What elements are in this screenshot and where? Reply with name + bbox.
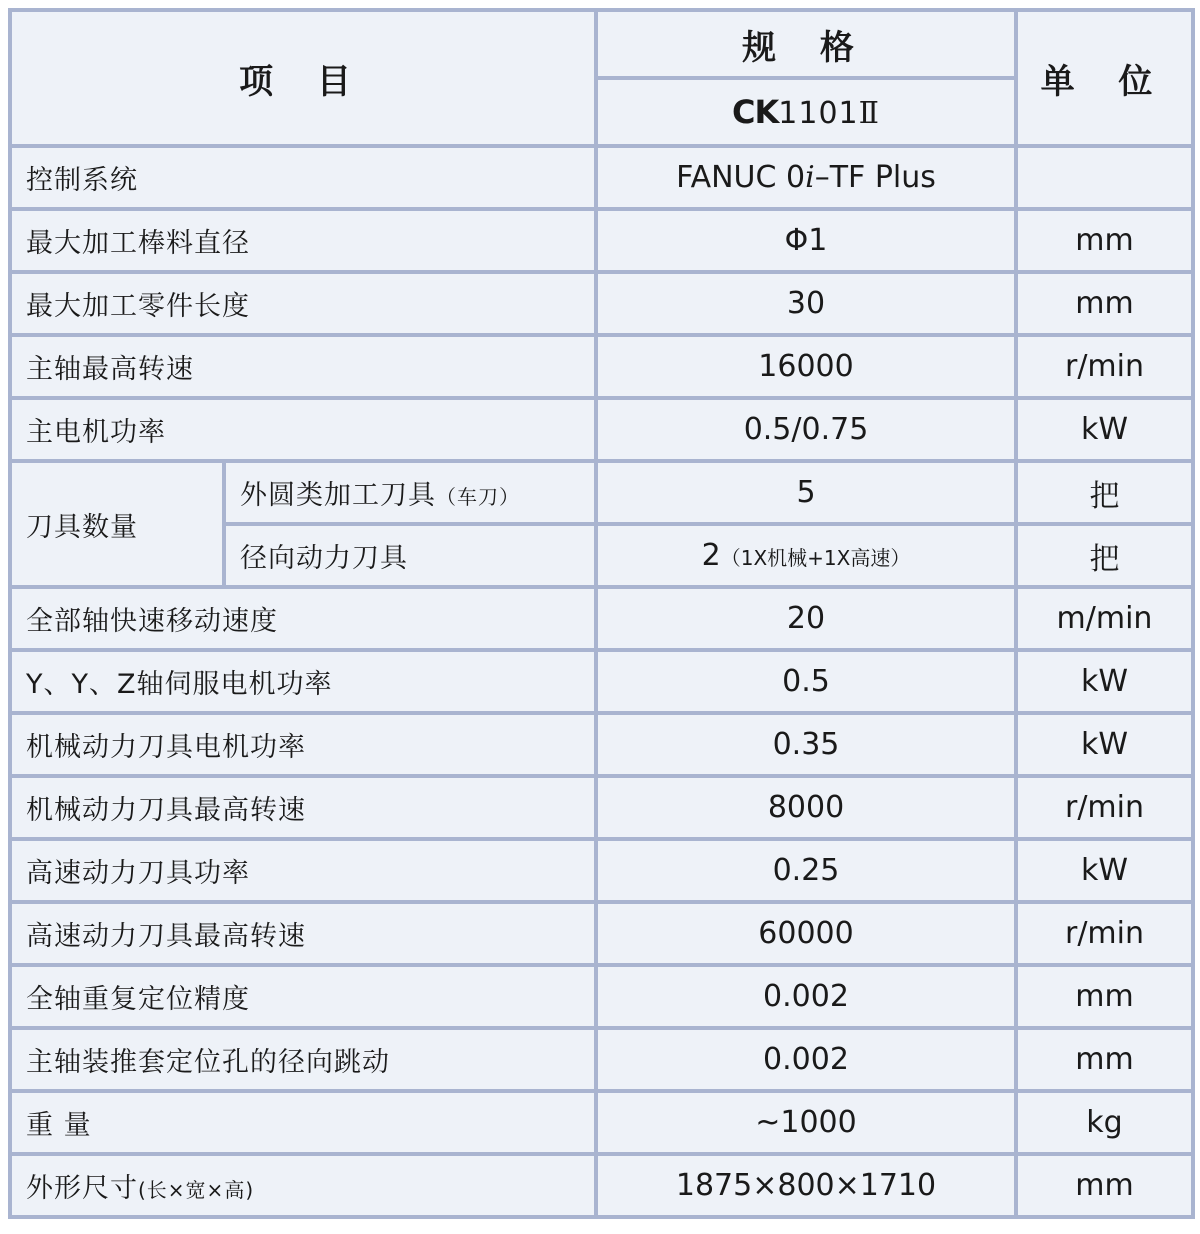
row-item: 最大加工棒料直径 bbox=[10, 209, 596, 272]
row-value: 8000 bbox=[596, 776, 1016, 839]
row-value: 60000 bbox=[596, 902, 1016, 965]
spec-table bbox=[8, 8, 1195, 1219]
radial-tools-label: 径向动力刀具 bbox=[224, 524, 596, 587]
row-unit: r/min bbox=[1016, 776, 1193, 839]
row-item: 主轴装推套定位孔的径向跳动 bbox=[10, 1028, 596, 1091]
row-unit: kW bbox=[1016, 398, 1193, 461]
row-value: 20 bbox=[596, 587, 1016, 650]
header-spec: 规 格 bbox=[596, 10, 1016, 78]
row-item: 最大加工零件长度 bbox=[10, 272, 596, 335]
row-item: 全轴重复定位精度 bbox=[10, 965, 596, 1028]
row-unit: mm bbox=[1016, 272, 1193, 335]
table-row bbox=[10, 1154, 1193, 1217]
header-unit: 单 位 bbox=[1016, 10, 1193, 146]
row-value: 0.35 bbox=[596, 713, 1016, 776]
row-item: 机械动力刀具电机功率 bbox=[10, 713, 596, 776]
row-value: ~1000 bbox=[596, 1091, 1016, 1154]
turning-tools-value: 5 bbox=[596, 461, 1016, 524]
row-value: 0.25 bbox=[596, 839, 1016, 902]
row-unit: kW bbox=[1016, 839, 1193, 902]
row-unit: r/min bbox=[1016, 902, 1193, 965]
turning-tools-label: 外圆类加工刀具（车刀） bbox=[224, 461, 596, 524]
row-value: 1875×800×1710 bbox=[596, 1154, 1016, 1217]
row-value-control: FANUC 0i–TF Plus bbox=[596, 146, 1016, 209]
table-row bbox=[10, 902, 1193, 965]
row-item: 主轴最高转速 bbox=[10, 335, 596, 398]
model-suffix: Ⅱ bbox=[858, 96, 881, 131]
row-unit: kW bbox=[1016, 713, 1193, 776]
table-row bbox=[10, 776, 1193, 839]
row-value: 0.002 bbox=[596, 1028, 1016, 1091]
table-row bbox=[10, 335, 1193, 398]
row-value: 30 bbox=[596, 272, 1016, 335]
radial-tools-value: 2（1X机械+1X高速） bbox=[596, 524, 1016, 587]
turning-tools-unit: 把 bbox=[1016, 461, 1193, 524]
row-unit: r/min bbox=[1016, 335, 1193, 398]
table-row bbox=[10, 209, 1193, 272]
row-unit: mm bbox=[1016, 965, 1193, 1028]
header-item: 项 目 bbox=[10, 10, 596, 146]
row-unit bbox=[1016, 146, 1193, 209]
row-value: 0.5 bbox=[596, 650, 1016, 713]
table-row bbox=[10, 839, 1193, 902]
row-value: 0.5/0.75 bbox=[596, 398, 1016, 461]
row-unit: kW bbox=[1016, 650, 1193, 713]
row-unit: mm bbox=[1016, 1028, 1193, 1091]
table-row bbox=[10, 146, 1193, 209]
row-item: 全部轴快速移动速度 bbox=[10, 587, 596, 650]
row-unit: kg bbox=[1016, 1091, 1193, 1154]
radial-tools-unit: 把 bbox=[1016, 524, 1193, 587]
row-unit: mm bbox=[1016, 209, 1193, 272]
tools-group-label: 刀具数量 bbox=[10, 461, 224, 587]
model-number: 1101 bbox=[778, 96, 859, 131]
row-unit: m/min bbox=[1016, 587, 1193, 650]
table-row bbox=[10, 1028, 1193, 1091]
row-item: 高速动力刀具功率 bbox=[10, 839, 596, 902]
row-value: 16000 bbox=[596, 335, 1016, 398]
row-item: 机械动力刀具最高转速 bbox=[10, 776, 596, 839]
table-row bbox=[10, 272, 1193, 335]
table-row bbox=[10, 965, 1193, 1028]
model-prefix: CK bbox=[731, 93, 779, 131]
row-item: 外形尺寸(长×宽×高) bbox=[10, 1154, 596, 1217]
table-row bbox=[10, 1091, 1193, 1154]
table-row bbox=[10, 461, 1193, 524]
table-row bbox=[10, 587, 1193, 650]
row-unit: mm bbox=[1016, 1154, 1193, 1217]
table-row bbox=[10, 398, 1193, 461]
table-row bbox=[10, 650, 1193, 713]
row-item: 控制系统 bbox=[10, 146, 596, 209]
row-item: 高速动力刀具最高转速 bbox=[10, 902, 596, 965]
row-item: 主电机功率 bbox=[10, 398, 596, 461]
row-value: Φ1 bbox=[596, 209, 1016, 272]
model-name bbox=[596, 78, 1016, 146]
row-item: 重 量 bbox=[10, 1091, 596, 1154]
row-value: 0.002 bbox=[596, 965, 1016, 1028]
row-item: Y、Y、Z轴伺服电机功率 bbox=[10, 650, 596, 713]
table-row bbox=[10, 713, 1193, 776]
